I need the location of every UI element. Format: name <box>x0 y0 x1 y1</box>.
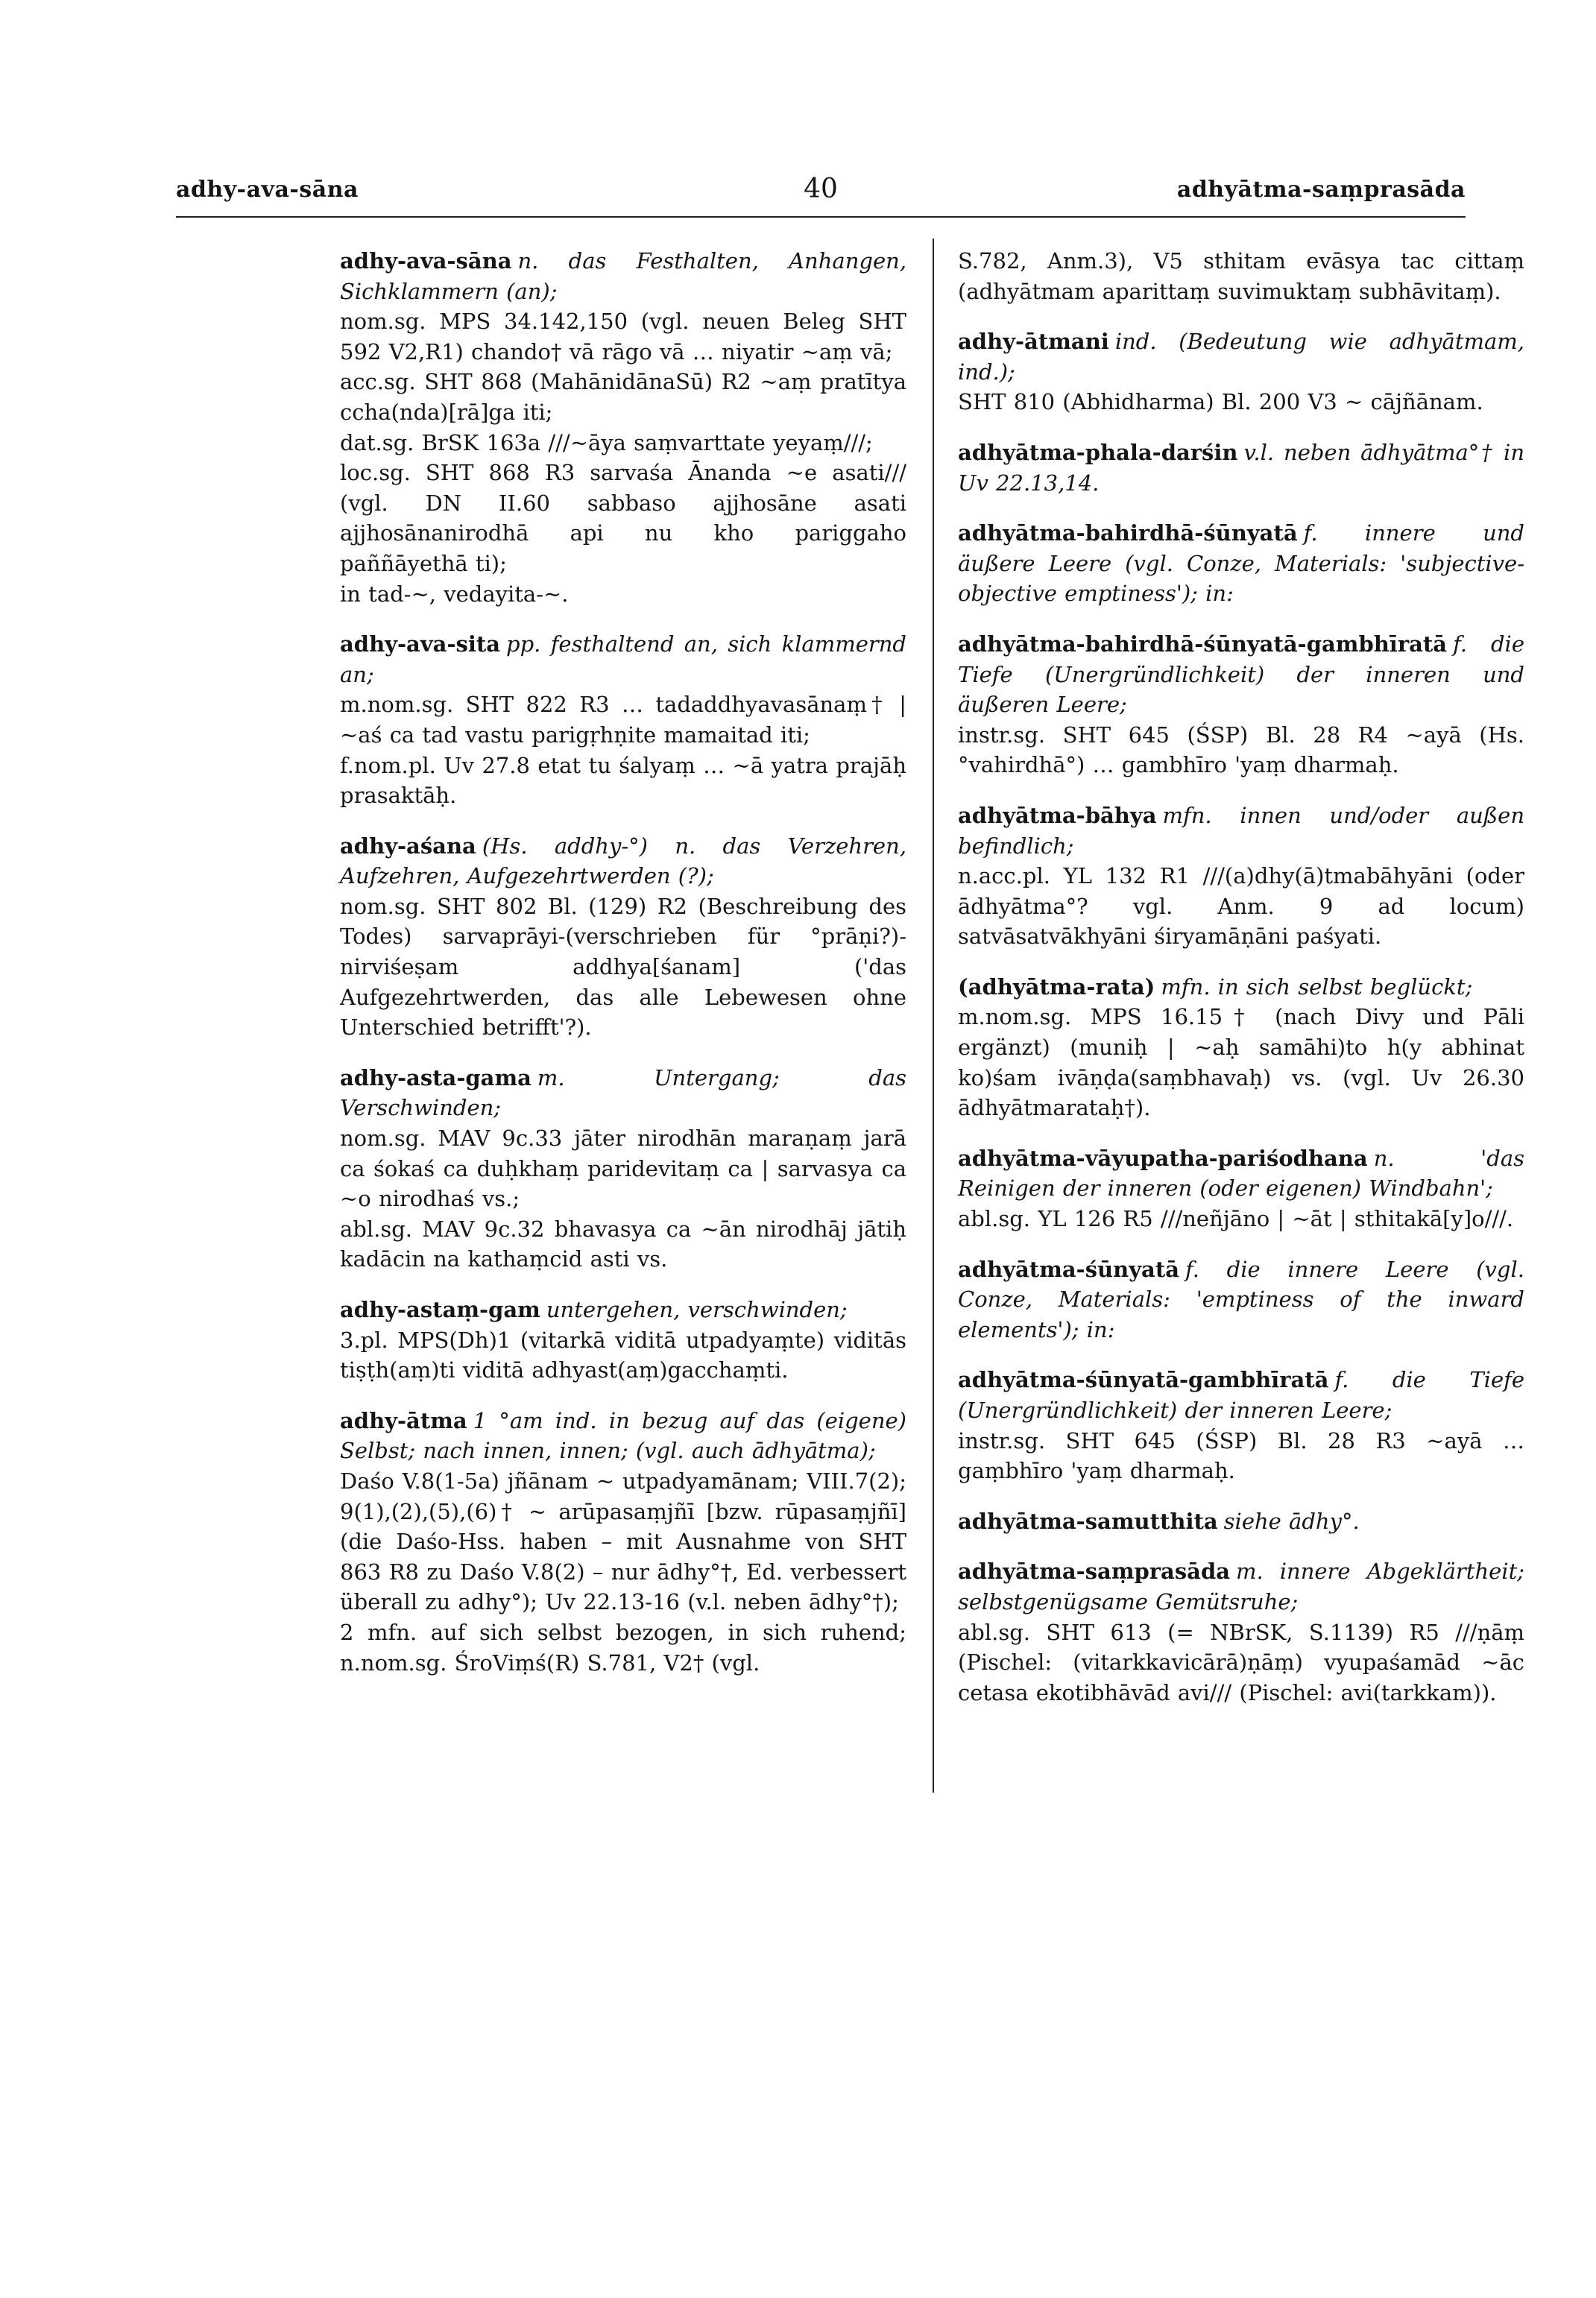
entry-gloss: f. innere und äußere Leere (vgl. Conze, Materials: 'subjective-objective emptiness'); in: <box>958 520 1524 607</box>
dictionary-entry <box>958 1365 1524 1486</box>
entry-gloss: untergehen, verschwinden; <box>546 1297 848 1322</box>
dictionary-entry <box>958 438 1524 498</box>
entry-headline <box>958 1506 1524 1537</box>
entry-citation: 2 mfn. auf sich selbst bezogen, in sich ruhend; n.nom.sg. ŚroViṃś(R) S.781, V2† (vgl. <box>340 1619 906 1676</box>
running-head-left: adhy-ava-sāna <box>176 177 359 203</box>
entry-headword: adhyātma-saṃprasāda <box>958 1559 1231 1585</box>
entry-citation: 3.pl. MPS(Dh)1 (vitarkā viditā utpadyaṃte) viditās tiṣṭh(aṃ)ti viditā adhyast(aṃ)gacchaṃti. <box>340 1327 906 1383</box>
entry-gloss: v.l. neben ādhyātma°† in Uv 22.13,14. <box>958 439 1524 496</box>
entry-citation: abl.sg. YL 126 R5 ///neñjāno | ~āt | sthitakā[y]o///. <box>958 1206 1514 1232</box>
entry-citation: nom.sg. MPS 34.142,150 (vgl. neuen Beleg SHT 592 V2,R1) chando† vā rāgo vā … niyatir ~aṃ vā; <box>340 309 906 364</box>
column-divider <box>933 239 934 1793</box>
page-number: 40 <box>804 174 838 204</box>
dictionary-entry <box>340 629 906 811</box>
entry-gloss: n. das Festhalten, Anhangen, Sichklammern (an); <box>340 248 906 304</box>
entry-headline <box>340 831 906 891</box>
page-header <box>176 174 1466 211</box>
dictionary-entry <box>958 1556 1524 1708</box>
dictionary-entry <box>958 972 1524 1123</box>
entry-headword: adhyātma-bahirdhā-śūnyatā-gambhīratā <box>958 631 1448 657</box>
dictionary-entry <box>958 518 1524 609</box>
entry-headline <box>958 326 1524 387</box>
entry-headword: (adhyātma-rata) <box>958 973 1155 1000</box>
entry-headword: adhyātma-bāhya <box>958 802 1157 828</box>
dictionary-entry <box>958 246 1524 306</box>
entry-citation: dat.sg. BrSK 163a ///~āya saṃvarttate yeyaṃ///; <box>340 429 873 455</box>
dictionary-entry <box>958 1143 1524 1234</box>
entry-gloss: (Hs. addhy-°) n. das Verzehren, Aufzehren, Aufgezehrtwerden (?); <box>340 833 906 889</box>
entry-headline <box>958 629 1524 720</box>
entry-headline <box>958 801 1524 861</box>
entry-citation: n.acc.pl. YL 132 R1 ///(a)dhy(ā)tmabāhyāni (oder ādhyātma°? vgl. Anm. 9 ad locum) satvāsatvākhyāni śiryamāṇāni paśyati. <box>958 863 1524 950</box>
dictionary-entry <box>958 801 1524 952</box>
entry-citation: instr.sg. SHT 645 (ŚSP) Bl. 28 R3 ~ayā … gaṃbhīro 'yaṃ dharmaḥ. <box>958 1427 1524 1484</box>
entry-citation: instr.sg. SHT 645 (ŚSP) Bl. 28 R4 ~ayā (Hs. °vahirdhā°) … gambhīro 'yaṃ dharmaḥ. <box>958 722 1524 778</box>
entry-headline <box>340 1406 906 1466</box>
entry-headword: adhyātma-śūnyatā-gambhīratā <box>958 1367 1329 1393</box>
entry-citation: m.nom.sg. SHT 822 R3 … tadaddhyavasānaṃ† | ~aś ca tad vastu parigṛhṇite mamaitad iti; <box>340 692 906 748</box>
entry-gloss: mfn. in sich selbst beglückt; <box>1161 973 1473 1000</box>
entry-citation: abl.sg. MAV 9c.32 bhavasya ca ~ān nirodhāj jātiḥ kadācin na kathaṃcid asti vs. <box>340 1216 906 1272</box>
entry-citation: nom.sg. SHT 802 Bl. (129) R2 (Beschreibung des Todes) sarvaprāyi-(verschrieben für °prāṇi?)-nirviśeṣam addhya[śanam] ('das Aufgezehrtwerden, das alle Lebewesen ohne Unterschied betrifft'?). <box>340 893 906 1041</box>
entry-headword: adhy-ātmani <box>958 329 1109 355</box>
entry-headline <box>958 1254 1524 1345</box>
dictionary-entry <box>340 1406 906 1678</box>
entry-gloss: f. die innere Leere (vgl. Conze, Materials: 'emptiness of the inward elements'); in: <box>958 1256 1524 1342</box>
dictionary-entry <box>340 246 906 609</box>
entry-headline <box>958 1365 1524 1425</box>
entry-headword: adhy-asta-gama <box>340 1064 532 1090</box>
entry-gloss: m. Untergang; das Verschwinden; <box>340 1064 906 1121</box>
entry-headline <box>958 518 1524 609</box>
entry-gloss: f. die Tiefe (Unergründlichkeit) der inneren Leere; <box>958 1367 1524 1423</box>
entry-gloss: 1 °am ind. in bezug auf das (eigene) Selbst; nach innen, innen; (vgl. auch ādhyātma); <box>340 1407 906 1464</box>
left-column <box>340 246 906 1698</box>
entry-headword: adhy-ātma <box>340 1407 467 1433</box>
dictionary-entry <box>958 326 1524 417</box>
right-column <box>958 246 1524 1728</box>
entry-headword: adhyātma-phala-darśin <box>958 439 1238 465</box>
entry-headword: adhyātma-vāyupatha-pariśodhana <box>958 1145 1368 1171</box>
entry-citation: Daśo V.8(1-5a) jñānam ~ utpadyamānam; VIII.7(2); 9(1),(2),(5),(6)† ~ arūpasaṃjñī [bzw. rūpasaṃjñī] (die Daśo-Hss. haben – mit Ausnahme von SHT 863 R8 zu Daśo V.8(2) – nur ādhy°†, Ed. verbessert überall zu adhy°); Uv 22.13-16 (v.l. neben ādhy°†); <box>340 1468 906 1615</box>
entry-headword: adhy-aśana <box>340 833 476 859</box>
entry-headword: adhyātma-samutthita <box>958 1508 1218 1534</box>
entry-headline <box>340 1063 906 1123</box>
entry-headline <box>340 1295 906 1325</box>
entry-citation: f.nom.pl. Uv 27.8 etat tu śalyaṃ … ~ā yatra prajāḥ prasaktāḥ. <box>340 752 906 809</box>
entry-headword: adhy-astaṃ-gam <box>340 1297 540 1322</box>
entry-headline <box>958 1143 1524 1204</box>
dictionary-entry <box>340 1295 906 1386</box>
entry-gloss: siehe ādhy°. <box>1223 1508 1360 1534</box>
dictionary-entry <box>958 1254 1524 1345</box>
entry-headword: adhy-ava-sāna <box>340 248 512 274</box>
entry-gloss: n. 'das Reinigen der inneren (oder eigenen) Windbahn'; <box>958 1145 1524 1202</box>
entry-headword: adhyātma-bahirdhā-śūnyatā <box>958 520 1298 546</box>
entry-headword: adhyātma-śūnyatā <box>958 1256 1180 1282</box>
entry-citation: acc.sg. SHT 868 (MahānidānaSū) R2 ~aṃ pratītya ccha(nda)[rā]ga iti; <box>340 369 906 425</box>
entry-gloss: mfn. innen und/oder außen befindlich; <box>958 802 1524 859</box>
entry-headword: adhy-ava-sita <box>340 631 501 657</box>
entry-citation: loc.sg. SHT 868 R3 sarvaśa Ānanda ~e asati/// (vgl. DN II.60 sabbaso ajjhosāne asati ajjhosānanirodhā api nu kho pariggaho paññāyethā ti); <box>340 460 906 576</box>
dictionary-entry <box>958 1506 1524 1537</box>
entry-citation: in tad-~, vedayita-~. <box>340 581 569 607</box>
entry-citation: abl.sg. SHT 613 (= NBrSK, S.1139) R5 ///ṇāṃ (Pischel: (vitarkkavicārā)ṇāṃ) vyupaśamād ~āc cetasa ekotibhāvād avi/// (Pischel: avi(tarkkam)). <box>958 1619 1524 1705</box>
entry-headline <box>340 629 906 689</box>
entry-gloss: ind. (Bedeutung wie adhyātmam, ind.); <box>958 329 1524 385</box>
entry-citation: m.nom.sg. MPS 16.15† (nach Divy und Pāli ergänzt) (muniḥ | ~aḥ samāhi)to h(y abhinat ko)śam ivāṇḍa(saṃbhavaḥ) vs. (vgl. Uv 26.30 ādhyātmarataḥ†). <box>958 1004 1524 1121</box>
entry-gloss: f. die Tiefe (Unergründlichkeit) der inneren und äußeren Leere; <box>958 631 1524 718</box>
dictionary-entry <box>340 1063 906 1275</box>
entry-headline <box>958 1556 1524 1617</box>
entry-headline <box>958 972 1524 1003</box>
entry-headline <box>340 246 906 306</box>
dictionary-entry <box>340 831 906 1043</box>
entry-gloss: pp. festhaltend an, sich klammernd an; <box>340 631 906 687</box>
running-head-right: adhyātma-saṃprasāda <box>1176 177 1466 203</box>
entry-citation: nom.sg. MAV 9c.33 jāter nirodhān maraṇaṃ jarā ca śokaś ca duḥkhaṃ paridevitaṃ ca | sarvasya ca ~o nirodhaś vs.; <box>340 1126 906 1212</box>
entry-citation: SHT 810 (Abhidharma) Bl. 200 V3 ~ cājñānam. <box>958 389 1483 415</box>
entry-headline <box>958 438 1524 498</box>
header-rule <box>176 216 1466 218</box>
entry-gloss: m. innere Abgeklärtheit; selbstgenügsame Gemütsruhe; <box>958 1559 1524 1614</box>
dictionary-entry <box>958 629 1524 780</box>
entry-citation: S.782, Anm.3), V5 sthitam evāsya tac cittaṃ (adhyātmam aparittaṃ suvimuktaṃ subhāvitaṃ). <box>958 248 1524 304</box>
